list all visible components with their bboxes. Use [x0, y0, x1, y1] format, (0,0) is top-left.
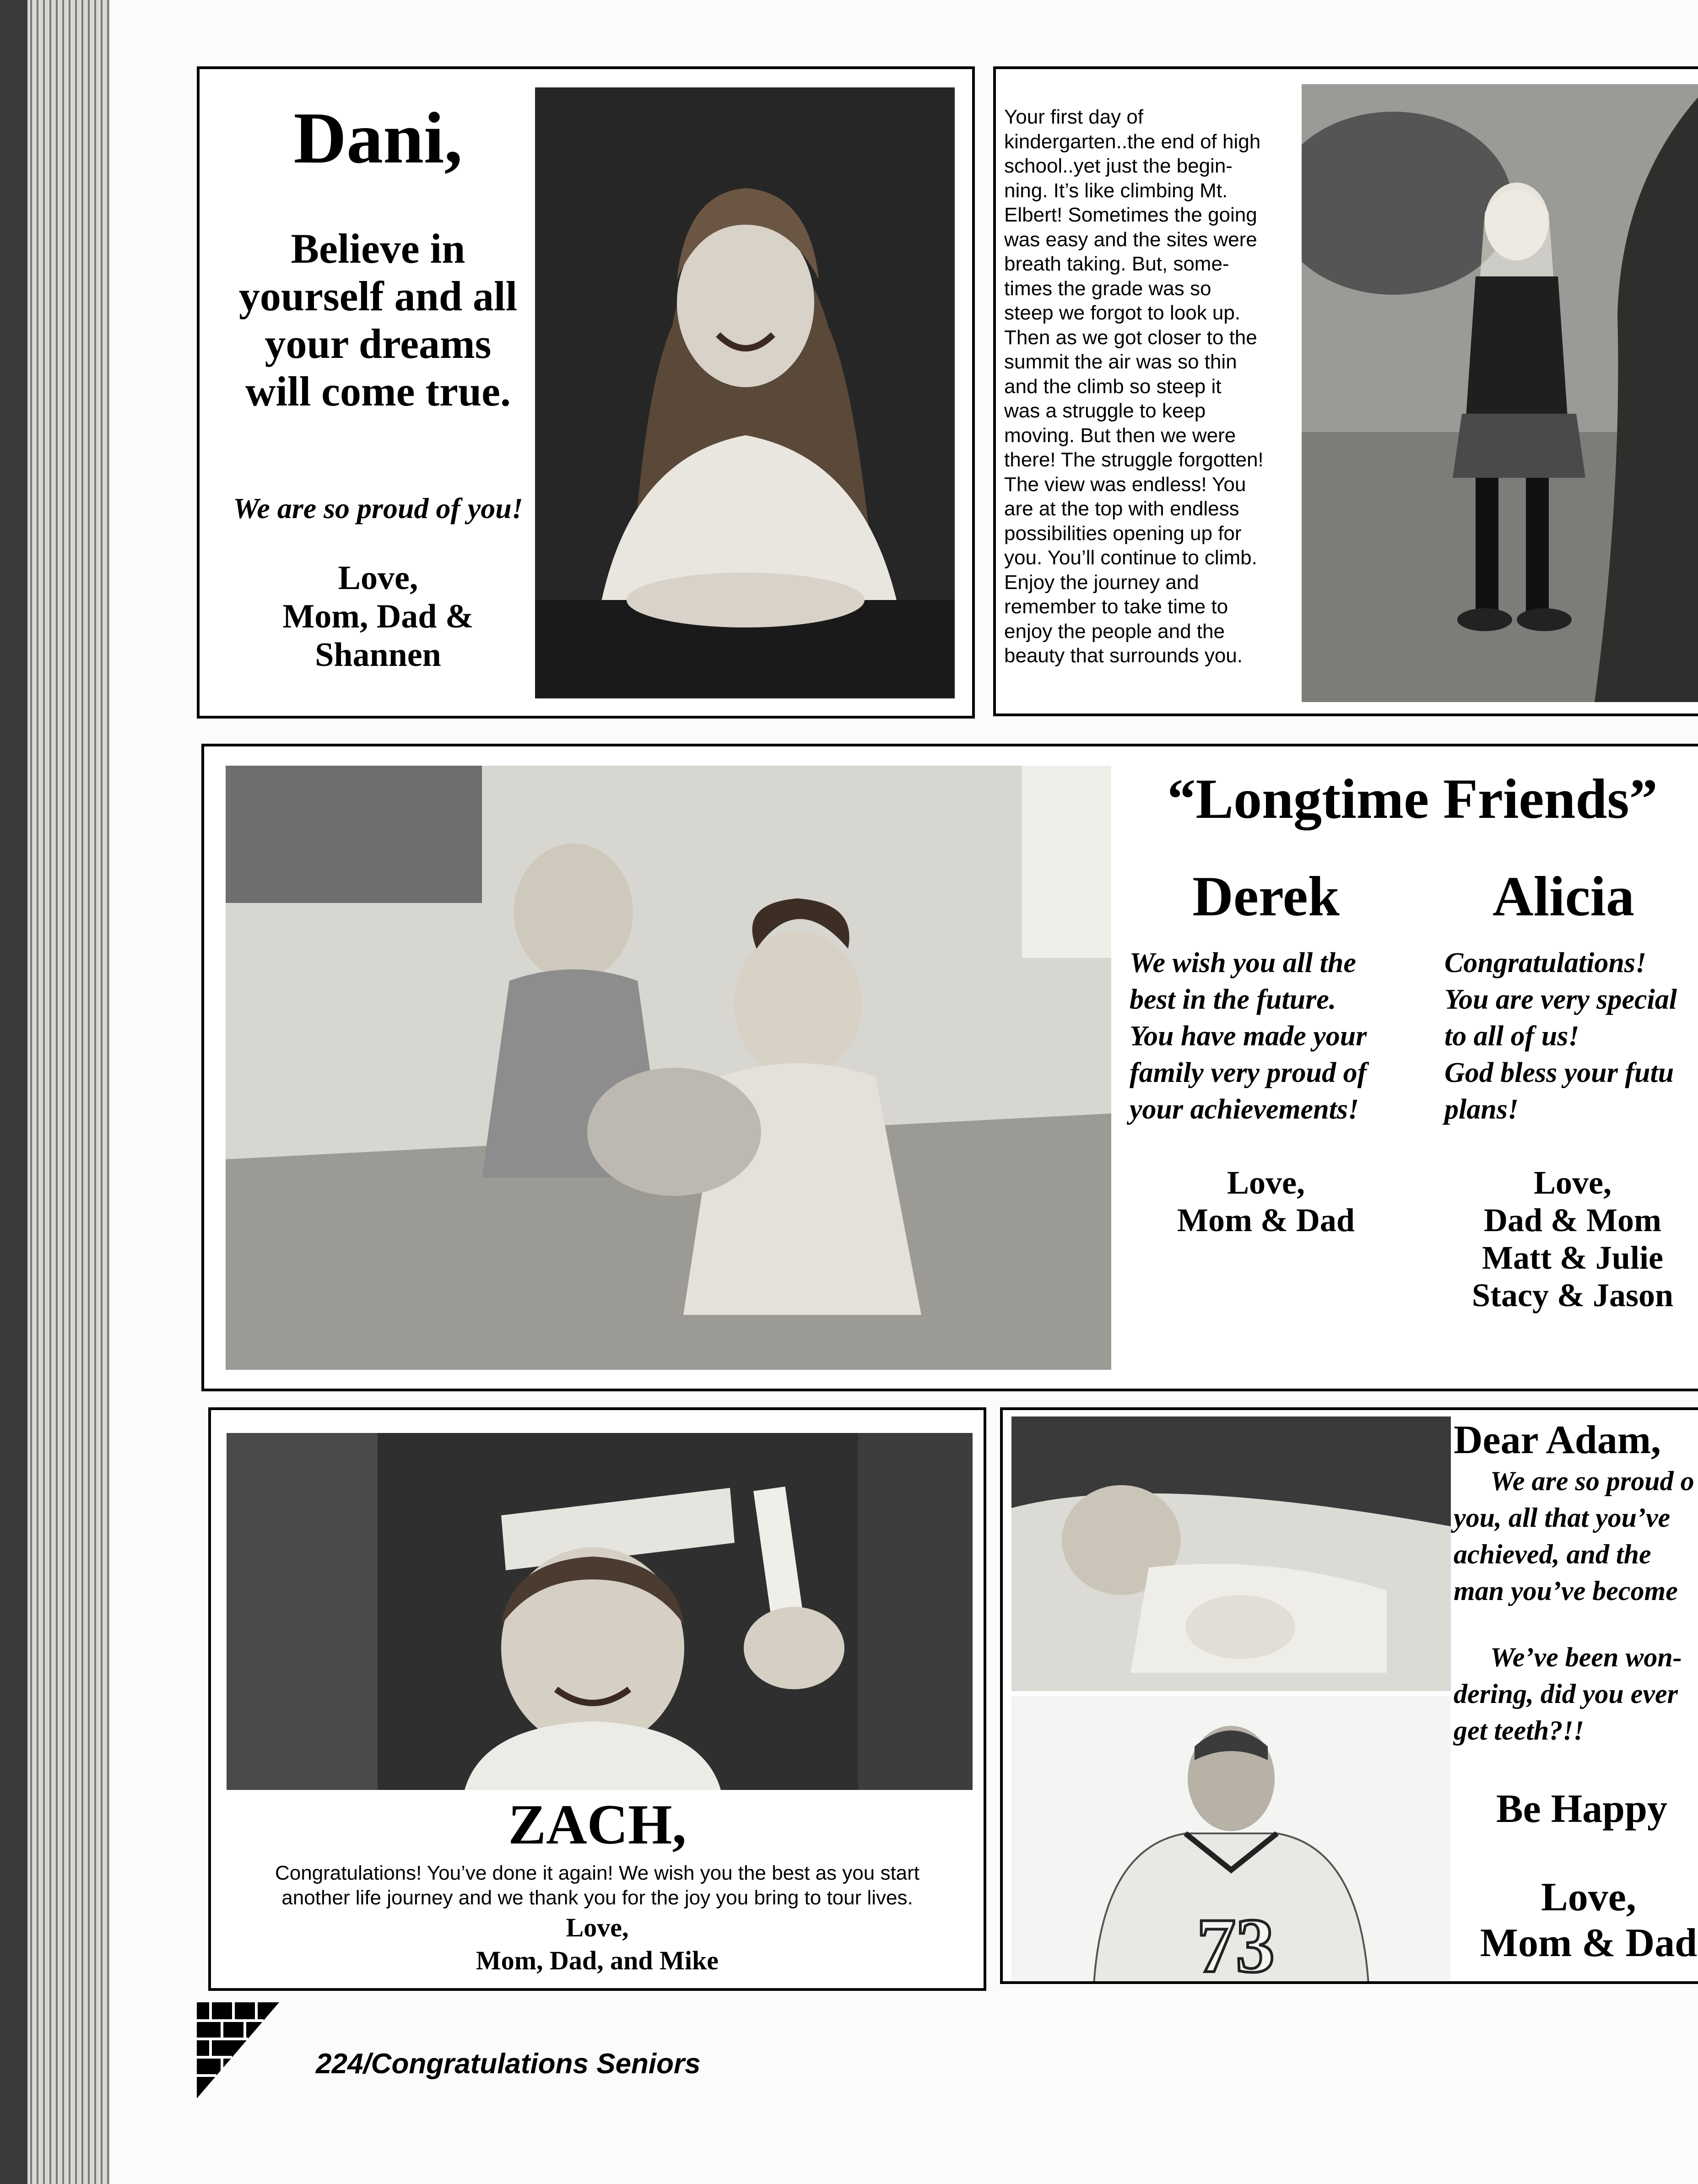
adam-signoff-line: Love, [1541, 1875, 1636, 1919]
girl-portrait-image [535, 87, 955, 698]
derek-message-line: best in the future. [1130, 984, 1336, 1015]
elbert-text-line: The view was endless! You [1004, 473, 1246, 496]
zach-message-line: Congratulations! You’ve done it again! We wish you the best as you start [275, 1862, 920, 1884]
elbert-text-line: are at the top with endless [1004, 497, 1239, 520]
dani-photo [535, 87, 955, 698]
adam-signoff-line: Mom & Dad [1480, 1921, 1698, 1965]
dani-message-line: Believe in [291, 225, 465, 272]
zach-signoff [211, 1911, 984, 1977]
elbert-text-line: times the grade was so [1004, 277, 1211, 300]
friends-title: “Longtime Friends” [1167, 768, 1658, 830]
adam-baby-photo [1011, 1416, 1451, 1691]
elbert-text-line: steep we forgot to look up. [1004, 302, 1241, 324]
page-label: 224/Congratulations Seniors [316, 2048, 701, 2080]
ad-dani [197, 66, 975, 719]
zach-photo [227, 1433, 973, 1790]
elbert-text-line: possibilities opening up for [1004, 522, 1242, 545]
adam-teeth [1454, 1639, 1698, 1749]
adam-senior-photo [1011, 1696, 1451, 1984]
derek-message-line: We wish you all the [1130, 947, 1356, 978]
elbert-text-line: and the climb so steep it [1004, 375, 1222, 398]
dani-message-line: will come true. [245, 368, 511, 415]
alicia-message-line: God bless your futu [1444, 1057, 1674, 1088]
elbert-text-line: moving. But then we were [1004, 424, 1236, 447]
derek-message-line: family very proud of [1130, 1057, 1367, 1088]
alicia-message-line: to all of us! [1444, 1021, 1579, 1052]
alicia-message-line: You are very special [1444, 984, 1677, 1015]
derek-message [1130, 945, 1422, 1128]
dani-name: Dani, [293, 97, 463, 178]
elbert-text-line: remember to take time to [1004, 595, 1228, 618]
derek-signoff-line: Mom & Dad [1177, 1202, 1355, 1238]
elbert-text-line: summit the air was so thin [1004, 351, 1237, 373]
friends-photo [226, 766, 1111, 1370]
elbert-text-line: kindergarten..the end of high [1004, 130, 1261, 153]
baby-image [1011, 1416, 1451, 1691]
elbert-text-line: was a struggle to keep [1004, 400, 1206, 422]
alicia-message [1444, 945, 1698, 1128]
dani-signoff-line: Love, [338, 559, 418, 597]
zach-name: ZACH, [508, 1793, 687, 1856]
adam-message-line: man you’ve become [1454, 1576, 1678, 1606]
adam-teeth-line: dering, did you ever [1454, 1679, 1678, 1709]
adam-message-line: We are so proud o [1490, 1466, 1694, 1496]
boy-graduation-cap-image [227, 1433, 973, 1790]
adam-message [1454, 1463, 1698, 1609]
elbert-text-line: was easy and the sites were [1004, 228, 1257, 251]
zach-signoff-line: Love, [566, 1913, 629, 1942]
elbert-text-line: breath taking. But, some- [1004, 253, 1229, 275]
adam-teeth-line: get teeth?!! [1454, 1715, 1584, 1746]
elbert-text-line: school..yet just the begin- [1004, 155, 1233, 177]
two-toddlers-image [226, 766, 1111, 1370]
alicia-name: Alicia [1493, 865, 1634, 928]
dani-message-line: your dreams [265, 320, 492, 367]
zach-signoff-line: Mom, Dad, and Mike [476, 1946, 719, 1975]
elbert-text-line: beauty that surrounds you. [1004, 644, 1243, 667]
dani-signoff [209, 559, 547, 674]
derek-name: Derek [1192, 865, 1340, 928]
ad-mt-elbert [993, 66, 1698, 716]
elbert-text [1004, 105, 1297, 668]
elbert-photo [1302, 84, 1698, 702]
alicia-signoff-line: Love, [1534, 1164, 1611, 1201]
jersey-number: 73 [1197, 1903, 1275, 1984]
adam-greeting: Dear Adam, [1454, 1418, 1661, 1462]
derek-message-line: your achievements! [1130, 1094, 1359, 1125]
alicia-signoff-line: Stacy & Jason [1471, 1277, 1673, 1314]
alicia-message-line: Congratulations! [1444, 947, 1647, 978]
zach-message-line: another life journey and we thank you for the joy you bring to tour lives. [281, 1887, 913, 1909]
derek-message-line: You have made your [1130, 1021, 1367, 1052]
footer-brick-graphic [197, 2002, 279, 2098]
alicia-signoff [1440, 1164, 1698, 1314]
elbert-text-line: ning. It’s like climbing Mt. [1004, 179, 1228, 202]
dani-proud: We are so proud of you! [233, 492, 523, 524]
dani-message [209, 225, 547, 415]
elbert-text-line: Elbert! Sometimes the going [1004, 204, 1257, 226]
girl-by-tree-image [1302, 84, 1698, 702]
dani-signoff-line: Mom, Dad & [282, 598, 474, 635]
elbert-text-line: you. You’ll continue to climb. [1004, 546, 1257, 569]
ad-zach [208, 1407, 986, 1991]
alicia-message-line: plans! [1444, 1094, 1519, 1125]
ad-longtime-friends [201, 744, 1698, 1391]
alicia-signoff-line: Matt & Julie [1482, 1239, 1663, 1276]
dani-message-line: yourself and all [238, 273, 518, 319]
book-page-edges [0, 0, 110, 2184]
dani-signoff-line: Shannen [315, 636, 441, 674]
adam-message-line: you, all that you’ve [1454, 1503, 1671, 1533]
brick-wall-icon [197, 2002, 279, 2098]
ad-adam [1000, 1407, 1698, 1984]
elbert-text-line: Then as we got closer to the [1004, 326, 1257, 349]
derek-signoff-line: Love, [1227, 1164, 1305, 1201]
zach-message [211, 1861, 984, 1910]
adam-teeth-line: We’ve been won- [1490, 1642, 1682, 1672]
elbert-text-line: Your first day of [1004, 106, 1144, 128]
derek-signoff [1119, 1164, 1412, 1239]
elbert-text-line: Enjoy the journey and [1004, 571, 1199, 594]
elbert-text-line: enjoy the people and the [1004, 620, 1225, 643]
alicia-signoff-line: Dad & Mom [1484, 1202, 1661, 1238]
elbert-text-line: there! The struggle forgotten! [1004, 449, 1264, 471]
adam-signoff [1460, 1875, 1698, 1966]
adam-message-line: achieved, and the [1454, 1539, 1651, 1569]
adam-be-happy: Be Happy [1496, 1787, 1668, 1831]
